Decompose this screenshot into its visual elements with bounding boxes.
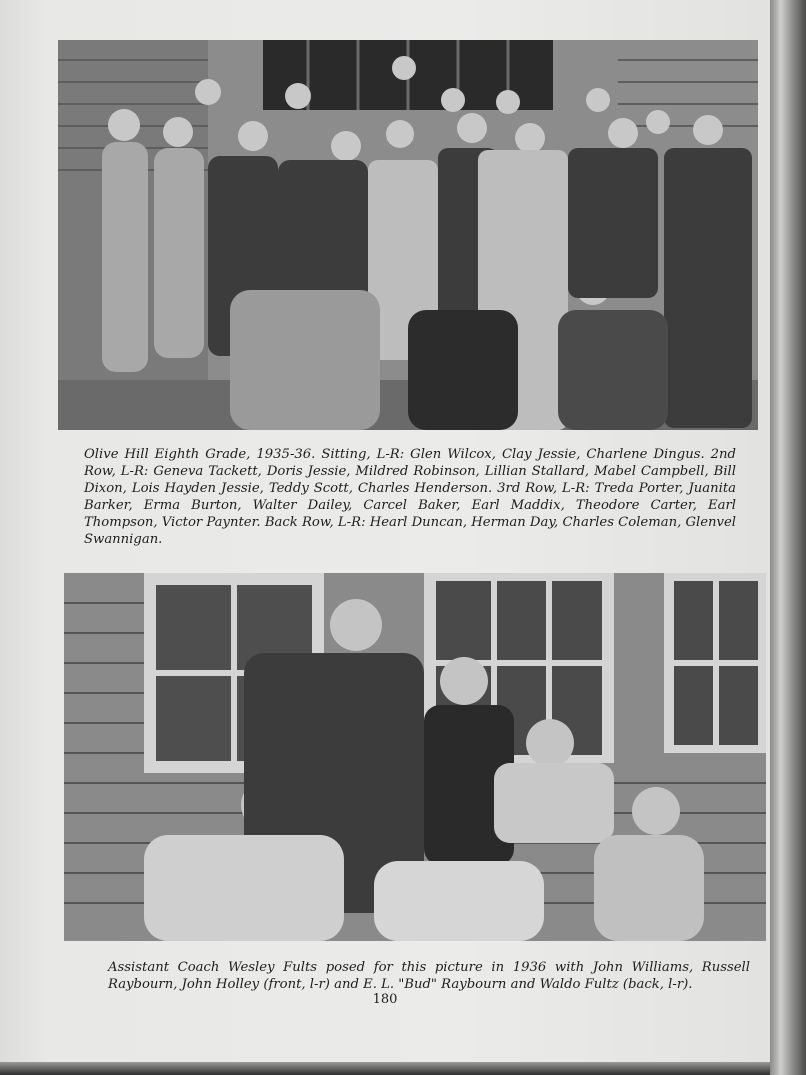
book-spine [770, 0, 806, 1075]
coach-photo-caption: Assistant Coach Wesley Fults posed for this picture in 1936 with John Williams, Russell Raybourn, John Holley (front, l-r) and E. L. "Bud" Raybourn and Waldo Fultz (back, l-r). [108, 960, 750, 992]
coach-and-boys-photo [64, 573, 766, 941]
class-group-photo-image [58, 40, 758, 430]
page-number: 180 [372, 992, 398, 1007]
page-bottom-edge [0, 1062, 770, 1075]
class-group-photo [58, 40, 758, 430]
coach-and-boys-photo-image [64, 573, 766, 941]
class-photo-caption: Olive Hill Eighth Grade, 1935-36. Sitting, L-R: Glen Wilcox, Clay Jessie, Charlene Dingus. 2nd Row, L-R: Geneva Tackett, Doris Jessie, Mildred Robinson, Lillian Stallard, Mabel Campbell, Bill Dixon, Lois Hayden Jessie, Teddy Scott, Charles Henderson. 3rd Row, L-R: Treda Porter, Juanita Barker, Erma Burton, Walter Dailey, Carcel Baker, Earl Maddix, Theodore Carter, Earl Thompson, Victor Paynter. Back Row, L-R: Hearl Duncan, Herman Day, Charles Coleman, Glenvel Swannigan. [84, 447, 736, 547]
